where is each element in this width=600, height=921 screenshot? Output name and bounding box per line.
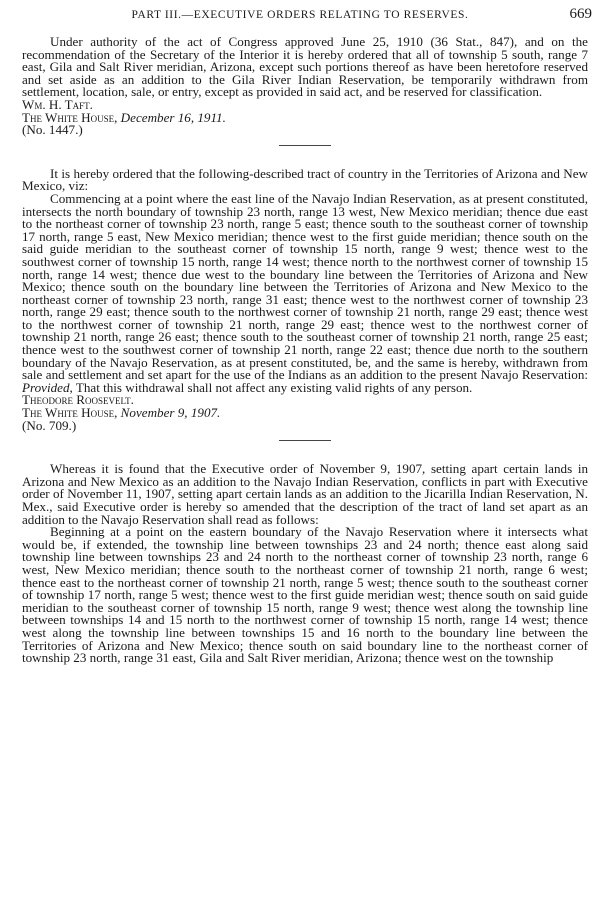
order-intro: Whereas it is found that the Executive order of November 9, 1907, setting apart certain lands in Arizona and New Mexico as an addition to the Navajo Indian Reservation, conflicts in part with Executive order of November 11, 1907, setting apart certain lands as an addition to the Jicarilla Indian Reservation, N. Mex., said Executive order is hereby so amended that the description of the tract of land set apart as an addition to the Navajo Reservation shall read as follows: bbox=[22, 461, 588, 527]
section-divider bbox=[279, 145, 331, 146]
document-body bbox=[22, 36, 588, 665]
running-head: PART III.—EXECUTIVE ORDERS RELATING TO RESERVES. bbox=[131, 9, 469, 21]
proviso-text: That this withdrawal shall not affect any existing valid rights of any person. bbox=[75, 379, 473, 395]
description-text: Commencing at a point where the east line of the Navajo Indian Reservation, as at present constituted, intersects the north boundary of township 23 north, range 13 west, New Mexico meridian; thence due east to the northeast corner of township 23 north, range 5 east; thence south to the southeast corner of township 17 north, range 5 east, New Mexico meridian; thence west to the first guide meridian; thence south on the said guide meridian to the southeast corner of township 15 north, range 9 west; thence west to the southwest corner of township 15 north, range 14 west; thence north to the northwest corner of township 15 north, range 14 west; thence due west to the boundary line between the Territories of Arizona and New Mexico; thence south on the boundary line between the Territories of Arizona and New Mexico to the northeast corner of township 23 north, range 31 east; thence west to the northwest corner of township 23 north, range 29 east; thence south to the northwest corner of township 21 north, range 29 east; thence west to the northwest corner of township 21 north, range 29 east; thence west to the northwest corner of township 21 north, range 26 east; thence south to the southeast corner of township 21 north, range 25 east; thence west to the southwest corner of township 21 north, range 22 east; thence due north to the southern boundary of the Navajo Reservation, as at present constituted, be, and the same is hereby, withdrawn from sale and settlement and set apart for the use of the Indians as an addition to the present Navajo Reservation: bbox=[22, 190, 588, 383]
order-text: Under authority of the act of Congress approved June 25, 1910 (36 Stat., 847), and on the recommendation of the Secretary of the Interior it is hereby ordered that all of township 5 south, range 7 east, Gila and Salt River meridian, Arizona, except such portions thereof as have been heretofore reserved and set aside as an addition to the Gila River Indian Reservation, be temporarily withdrawn from settlement, location, sale, or entry, except as provided in said act, and be reserved for classification. bbox=[22, 34, 588, 100]
executive-order-1447 bbox=[22, 36, 588, 146]
dateline-place: The White House, bbox=[22, 109, 118, 125]
proviso-word: Provided, bbox=[22, 379, 73, 395]
page-header bbox=[0, 5, 600, 25]
order-intro: It is hereby ordered that the following-described tract of country in the Territories of Arizona and New Mexico, viz: bbox=[22, 165, 588, 194]
signature: Theodore Roosevelt. bbox=[22, 392, 134, 408]
page-number: 669 bbox=[569, 6, 592, 22]
section-divider bbox=[279, 440, 331, 441]
order-number: (No. 709.) bbox=[22, 417, 77, 433]
order-number: (No. 1447.) bbox=[22, 122, 83, 138]
signature: Wm. H. Taft. bbox=[22, 96, 93, 112]
executive-order-709 bbox=[22, 165, 588, 441]
executive-order-amendment bbox=[22, 463, 588, 665]
order-description bbox=[22, 190, 588, 395]
dateline-date: November 9, 1907. bbox=[120, 405, 221, 421]
dateline-place: The White House, bbox=[22, 405, 118, 421]
dateline bbox=[22, 407, 588, 420]
dateline bbox=[22, 109, 588, 125]
order-description: Beginning at a point on the eastern boundary of the Navajo Reservation where it intersects what would be, if extended, the township line between townships 23 and 24 north; thence east along said township line between townships 23 and 24 north to the northeast corner of township 23 north, range 6 west, New Mexico meridian; thence south to the northeast corner of township 21 north, range 6 west; thence east to the northeast corner of township 21 north, range 5 west; thence south to the southeast corner of township 17 north, range 5 west; thence west to the first guide meridian west; thence south on said guide meridian to the southeast corner of township 15 north, range 9 west; thence west along the township line between townships 14 and 15 north to the northwest corner of township 15 north, range 14 west; thence west along the township line between townships 15 and 16 north to the boundary line between the Territories of Arizona and New Mexico; thence south on said boundary line to the northeast corner of township 23 north, range 31 east, Gila and Salt River meridian, Arizona; thence west on the township bbox=[22, 524, 588, 666]
dateline-date: December 16, 1911. bbox=[120, 109, 226, 125]
